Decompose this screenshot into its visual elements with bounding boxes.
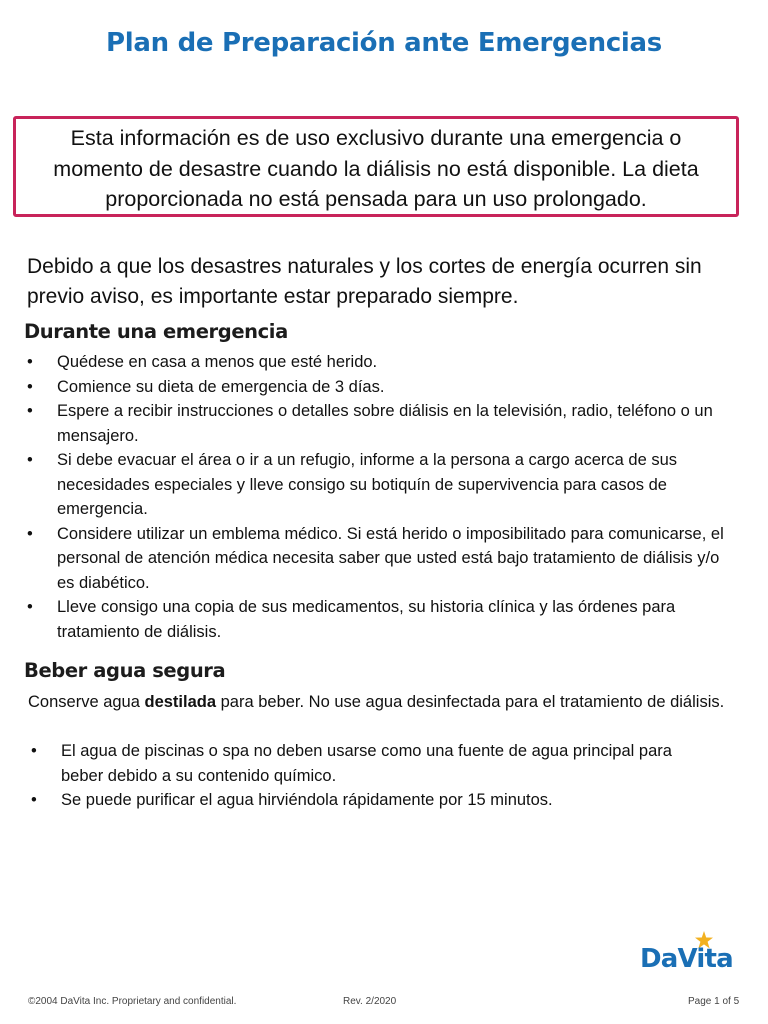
list-item [24,375,734,400]
list-item-text: Quédese en casa a menos que esté herido. [57,353,378,371]
page-title: Plan de Preparación ante Emergencias [106,28,662,58]
list-item-text: El agua de piscinas o spa no deben usarse como una fuente de agua principal para beber debido a su contenido químico. [61,742,672,785]
list-item-text: Espere a recibir instrucciones o detalles sobre diálisis en la televisión, radio, teléfono o un mensajero. [57,402,713,445]
list-item [24,448,734,522]
list-item [28,788,708,813]
davita-logo [636,930,752,978]
footer-page-number: Page 1 of 5 [688,996,740,1007]
disclaimer-text: Esta información es de uso exclusivo durante una emergencia o momento de desastre cuando la diálisis no está disponible. La dieta proporcionada no está pensada para un uso prolongado. [53,126,699,211]
footer-revision: Rev. 2/2020 [343,996,397,1007]
section-heading-emergency: Durante una emergencia [24,320,288,343]
list-item [24,522,734,596]
disclaimer-box [13,116,739,217]
bullet-icon: • [27,524,33,543]
water-intro-start: Conserve agua [28,693,145,711]
list-item [24,399,734,448]
intro-paragraph: Debido a que los desastres naturales y los cortes de energía ocurren sin previo aviso, es importante estar preparado siempre. [27,255,702,308]
list-item [24,350,734,375]
section-heading-water: Beber agua segura [24,659,226,682]
list-item-text: Considere utilizar un emblema médico. Si está herido o imposibilitado para comunicarse, el personal de atención médica necesita saber que usted está bajo tratamiento de diálisis y/o es diabético. [57,524,724,592]
list-item-text: Comience su dieta de emergencia de 3 días. [57,377,385,396]
list-item-text: Lleve consigo una copia de sus medicamentos, su historia clínica y las órdenes para tratamiento de diálisis. [57,598,676,641]
bullet-icon: • [27,451,33,469]
bullet-icon: • [27,377,33,396]
water-intro [28,690,728,715]
emergency-list [24,350,734,644]
list-item [24,595,734,644]
water-intro-emphasis: destilada [144,693,217,711]
list-item-text: Si debe evacuar el área o ir a un refugio, informe a la persona a cargo acerca de sus necesidades especiales y lleve consigo su botiquín de supervivencia para casos de emergencia. [57,451,678,518]
footer-copyright: ©2004 DaVita Inc. Proprietary and confidential. [28,996,237,1007]
water-intro-end: para beber. No use agua desinfectada para el tratamiento de diálisis. [216,693,725,711]
list-item-text: Se puede purificar el agua hirviéndola rápidamente por 15 minutos. [61,791,553,809]
bullet-icon: • [27,353,33,371]
water-list [28,739,708,813]
bullet-icon: • [31,791,37,809]
bullet-icon: • [27,598,33,616]
bullet-icon: • [31,742,37,760]
logo-text: DaVita [640,944,733,974]
list-item [28,739,708,788]
bullet-icon: • [27,402,33,420]
